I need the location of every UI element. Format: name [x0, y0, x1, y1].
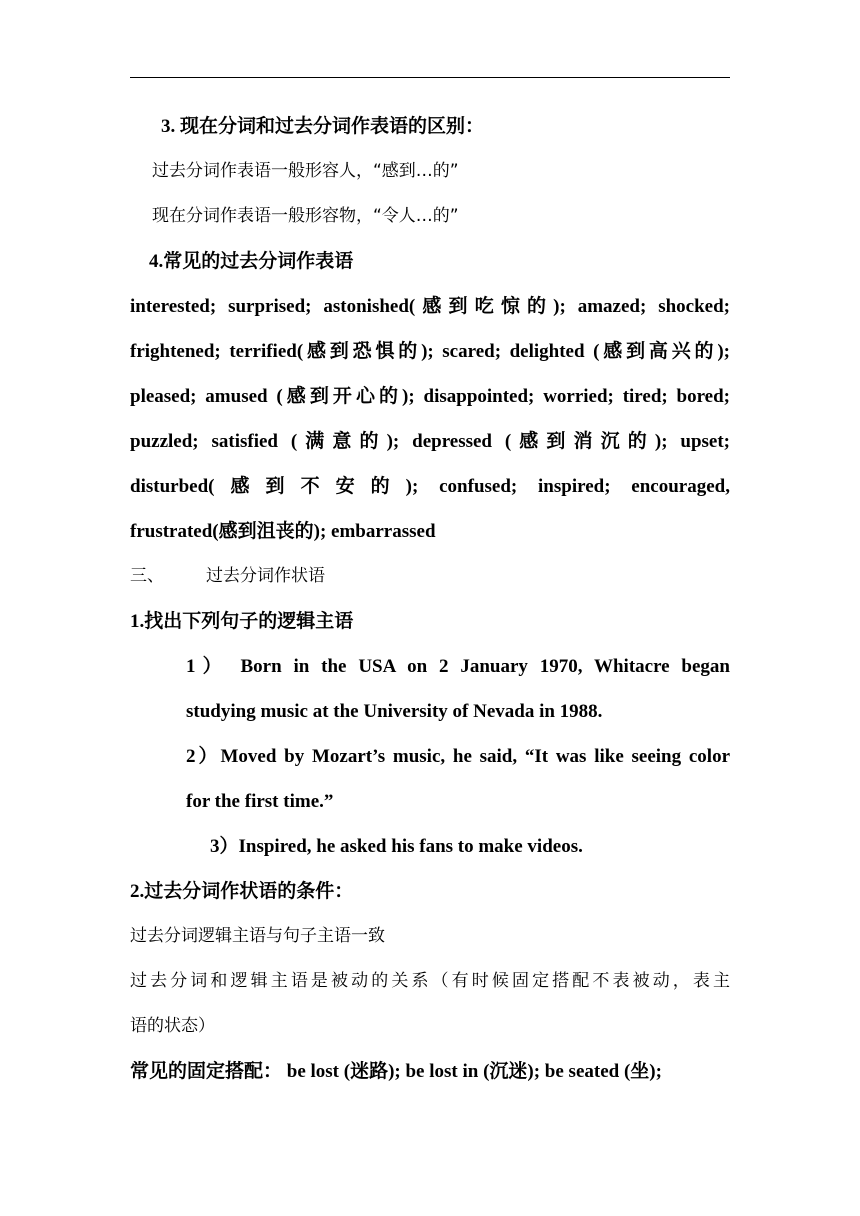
present-participle-rule: 现在分词作表语一般形容物，“令人…的” — [152, 206, 459, 226]
part3-number: 三、 — [130, 566, 164, 586]
collocations-line: 常见的固定搭配： be lost (迷路); be lost in (沉迷); be seated (坐); — [130, 1061, 662, 1082]
word-list-line: disturbed(感到不安的); confused; inspired; encouraged, — [130, 476, 730, 497]
section4-title: 4.常见的过去分词作表语 — [149, 251, 354, 272]
part3-title: 过去分词作状语 — [206, 566, 325, 586]
example-line: 1） Born in the USA on 2 January 1970, Whitacre began — [186, 656, 730, 677]
condition-2-line1: 过去分词和逻辑主语是被动的关系（有时候固定搭配不表被动，表主 — [130, 971, 730, 991]
find-subject-title: 1.找出下列句子的逻辑主语 — [130, 611, 354, 632]
header-rule — [130, 77, 730, 78]
document-body — [130, 104, 730, 1094]
condition-1: 过去分词逻辑主语与句子主语一致 — [130, 926, 385, 946]
word-list-line: puzzled; satisfied (满意的); depressed (感到消沉的); upset; — [130, 431, 730, 452]
conditions-title: 2.过去分词作状语的条件： — [130, 881, 354, 902]
word-list-line: pleased; amused (感到开心的); disappointed; worried; tired; bored; — [130, 386, 730, 407]
condition-2-line2: 语的状态） — [130, 1016, 215, 1036]
example-line: studying music at the University of Nevada in 1988. — [186, 701, 603, 722]
word-list-line: frightened; terrified(感到恐惧的); scared; delighted (感到高兴的); — [130, 341, 730, 362]
word-list-line: interested; surprised; astonished(感到吃惊的); amazed; shocked; — [130, 296, 730, 317]
word-list-line: frustrated(感到沮丧的); embarrassed — [130, 521, 436, 542]
part3-heading — [130, 554, 730, 599]
past-participle-rule: 过去分词作表语一般形容人，“感到…的” — [152, 161, 459, 181]
example-line: 3）Inspired, he asked his fans to make videos. — [210, 836, 583, 857]
section3-title: 3. 现在分词和过去分词作表语的区别： — [161, 116, 485, 137]
example-line: for the first time.” — [186, 791, 334, 812]
example-line: 2）Moved by Mozart’s music, he said, “It was like seeing color — [186, 746, 730, 767]
